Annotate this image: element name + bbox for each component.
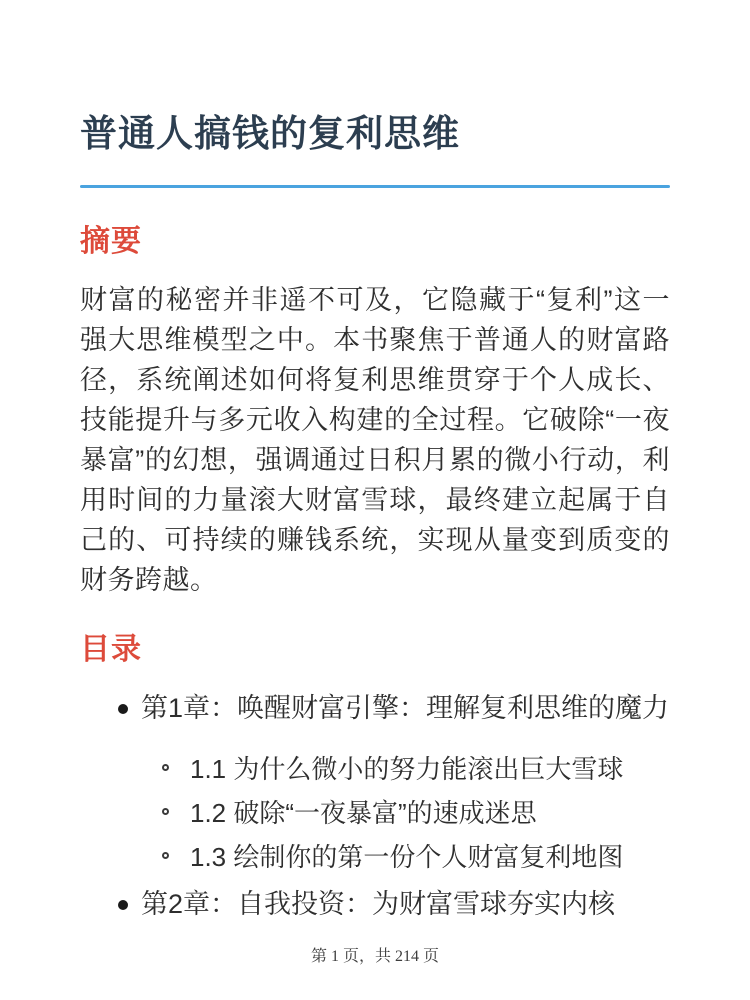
circle-bullet-icon (162, 764, 169, 771)
bullet-icon (118, 704, 128, 714)
toc-section-1-3 (141, 838, 670, 876)
toc-chapter-label: 第2章：自我投资：为财富雪球夯实内核 (141, 889, 616, 919)
page-number-footer: 第 1 页，共 214 页 (310, 948, 439, 965)
toc-list (80, 688, 670, 924)
toc-heading: 目录 (80, 633, 142, 666)
page-title: 普通人搞钱的复利思维 (80, 113, 460, 154)
bullet-icon (118, 900, 128, 910)
abstract-heading: 摘要 (80, 225, 142, 258)
toc-chapter-2 (80, 884, 670, 924)
toc-section-1-2 (141, 794, 670, 832)
toc-chapter-label: 第1章：唤醒财富引擎：理解复利思维的魔力 (141, 693, 670, 723)
toc-section-1-1 (141, 750, 670, 788)
toc-section-label: 1.2 破除“一夜暴富”的速成迷思 (190, 798, 537, 828)
abstract-paragraph: 财富的秘密并非遥不可及，它隐藏于“复利”这一强大思维模型之中。本书聚焦于普通人的财富路径，系统阐述如何将复利思维贯穿于个人成长、技能提升与多元收入构建的全过程。它破除“一夜暴富”的幻想，强调通过日积月累的微小行动，利用时间的力量滚大财富雪球，最终建立起属于自己的、可持续的赚钱系统，实现从量变到质变的财务跨越。 (80, 285, 670, 595)
toc-chapter-1 (80, 688, 670, 876)
toc-sublist-chapter-1 (141, 750, 670, 876)
title-divider (80, 185, 670, 188)
toc-section-label: 1.3 绘制你的第一份个人财富复利地图 (190, 842, 624, 872)
circle-bullet-icon (162, 808, 169, 815)
toc-section-label: 1.1 为什么微小的努力能滚出巨大雪球 (190, 754, 624, 784)
circle-bullet-icon (162, 852, 169, 859)
